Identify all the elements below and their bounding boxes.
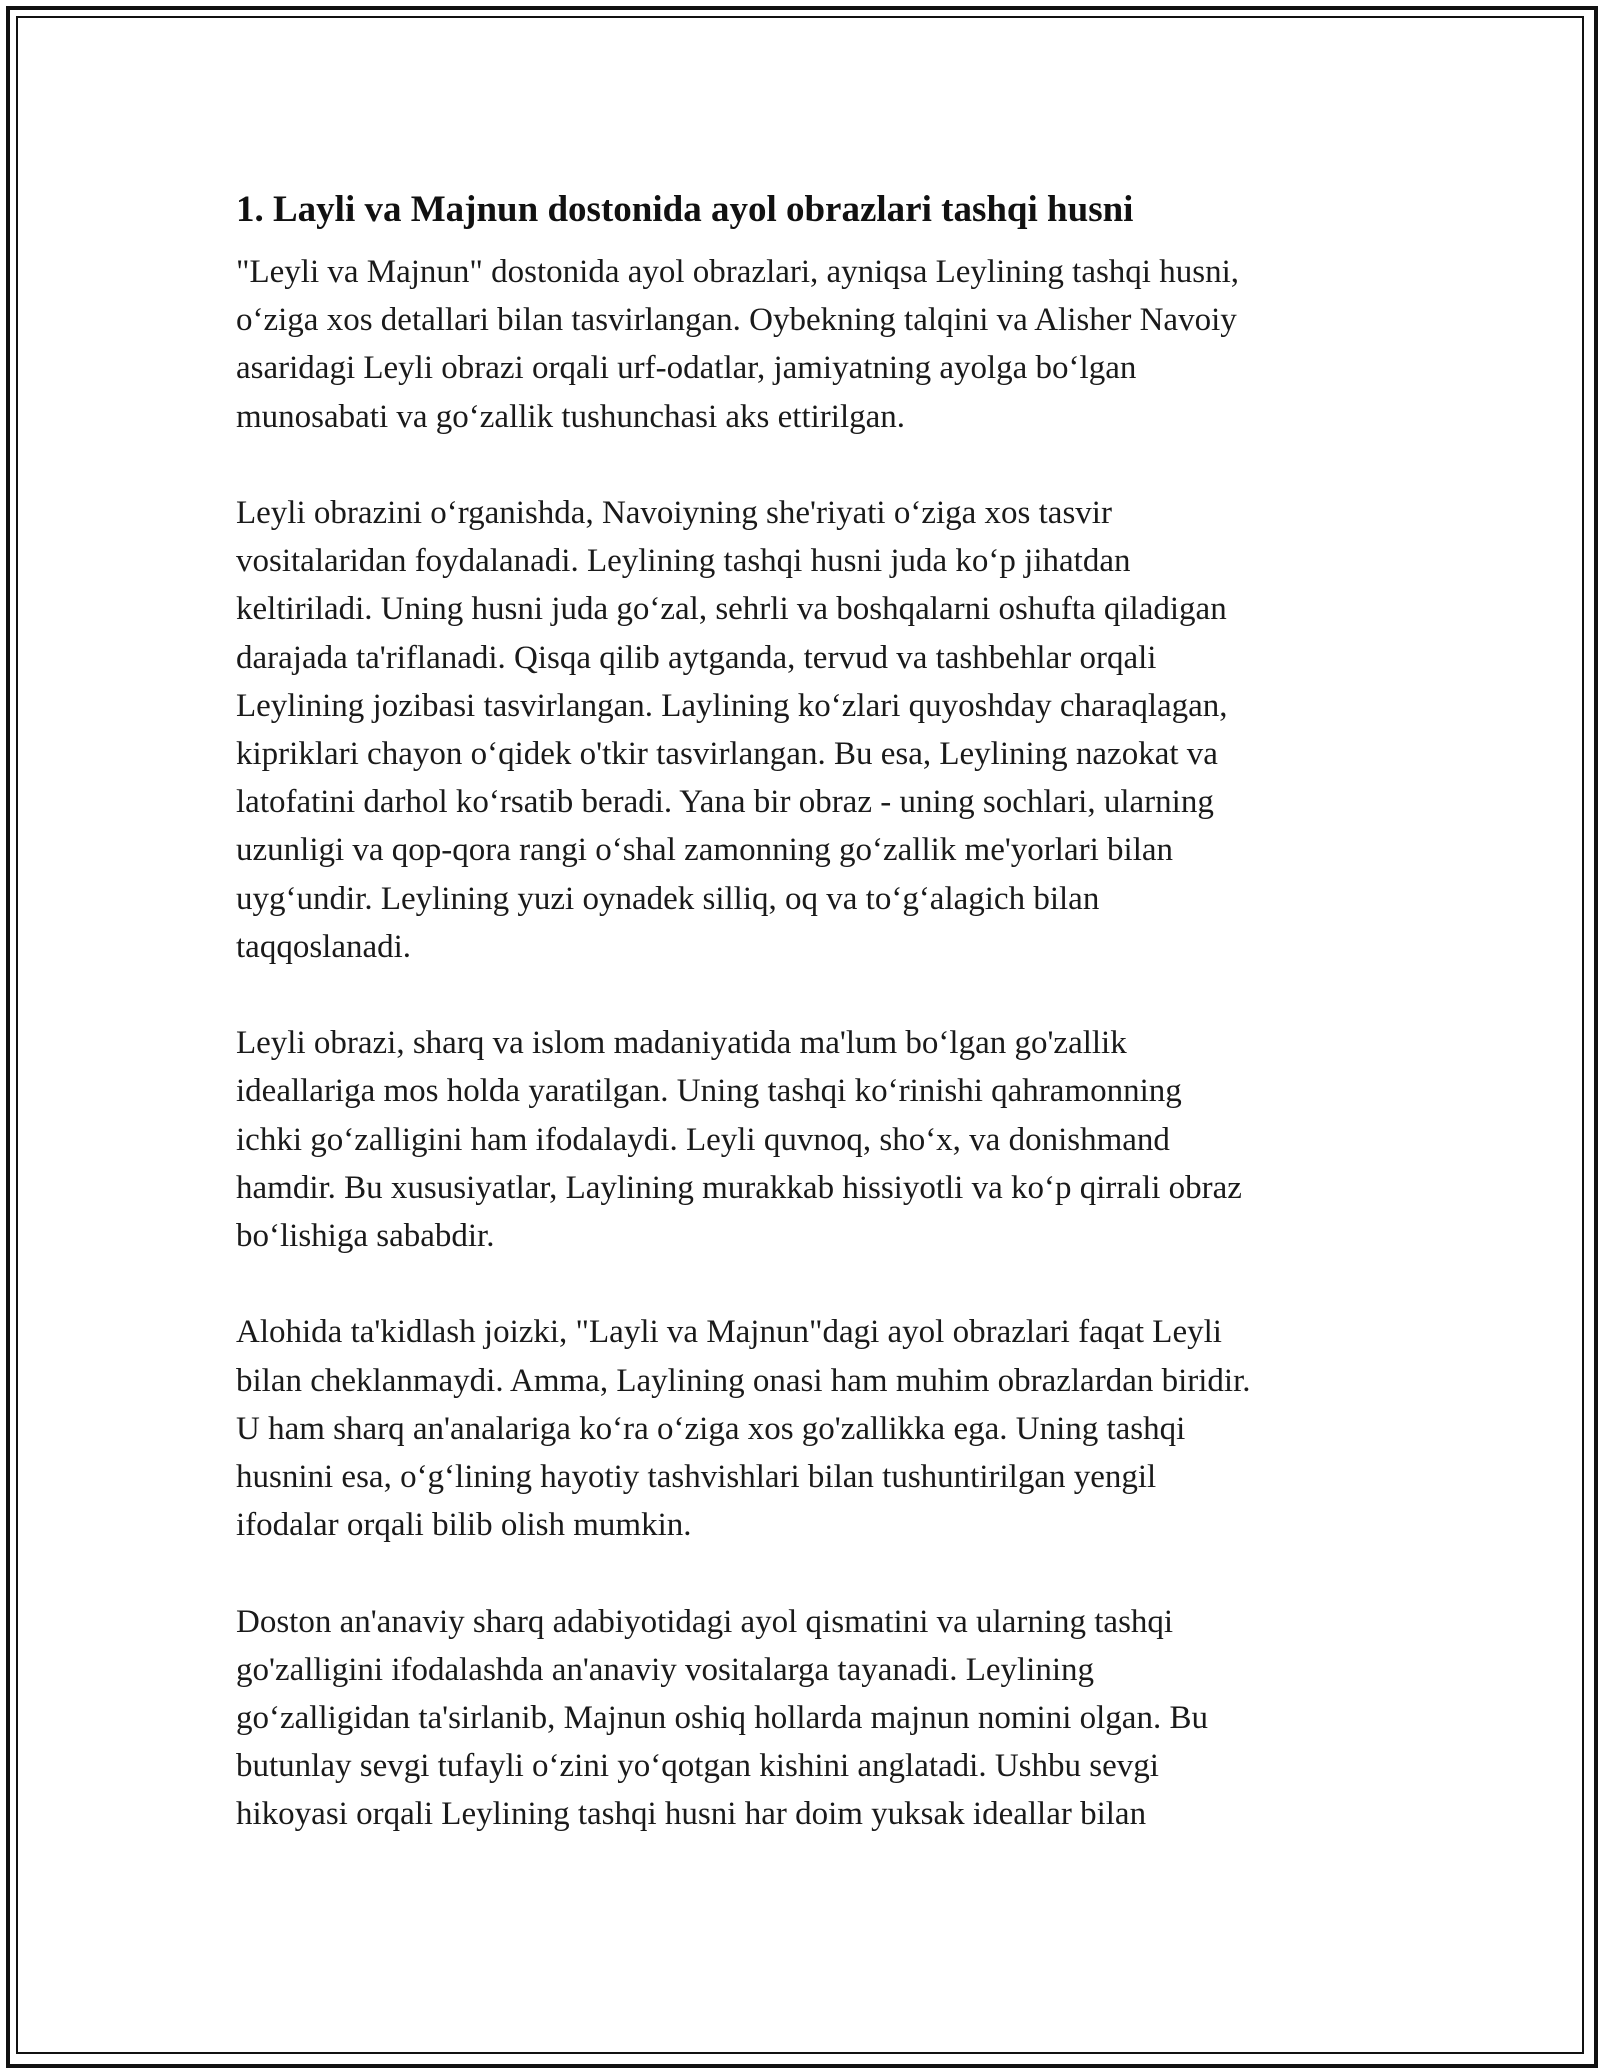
text-line: hamdir. Bu xususiyatlar, Laylining murakkab hissiyotli va ko‘p qirrali obraz bbox=[236, 1169, 1242, 1206]
text-line: go‘zalligidan ta'sirlanib, Majnun oshiq hollarda majnun nomini olgan. Bu bbox=[236, 1700, 1208, 1737]
text-line: bilan cheklanmaydi. Amma, Laylining onasi ham muhim obrazlardan biridir. bbox=[236, 1362, 1251, 1399]
document-body bbox=[236, 186, 1376, 1887]
text-line: latofatini darhol ko‘rsatib beradi. Yana bir obraz - uning sochlari, ularning bbox=[236, 784, 1214, 821]
text-line: U ham sharq an'analariga ko‘ra o‘ziga xos go'zallikka ega. Uning tashqi bbox=[236, 1410, 1186, 1447]
paragraph-3 bbox=[236, 1019, 1376, 1260]
text-line: Doston an'anaviy sharq adabiyotidagi ayol qismatini va ularning tashqi bbox=[236, 1603, 1174, 1640]
text-line: Alohida ta'kidlash joizki, "Layli va Majnun"dagi ayol obrazlari faqat Leyli bbox=[236, 1314, 1222, 1351]
text-line: munosabati va go‘zallik tushunchasi aks ettirilgan. bbox=[236, 398, 906, 435]
text-line: vositalaridan foydalanadi. Leylining tashqi husni juda ko‘p jihatdan bbox=[236, 543, 1131, 580]
text-line: go'zalligini ifodalashda an'anaviy vositalarga tayanadi. Leylining bbox=[236, 1651, 1095, 1688]
text-line: keltiriladi. Uning husni juda go‘zal, sehrli va boshqalarni oshufta qiladigan bbox=[236, 591, 1227, 628]
text-line: husnini esa, o‘g‘lining hayotiy tashvishlari bilan tushuntirilgan yengil bbox=[236, 1459, 1157, 1496]
text-line: asaridagi Leyli obrazi orqali urf-odatlar, jamiyatning ayolga bo‘lgan bbox=[236, 350, 1137, 387]
text-line: "Leyli va Majnun" dostonida ayol obrazlari, ayniqsa Leylining tashqi husni, bbox=[236, 254, 1239, 290]
section-heading: 1. Layli va Majnun dostonida ayol obrazlari tashqi husni bbox=[236, 189, 1134, 230]
text-line: hikoyasi orqali Leylining tashqi husni har doim yuksak ideallar bilan bbox=[236, 1796, 1147, 1833]
paragraph-4 bbox=[236, 1308, 1376, 1549]
text-line: Leyli obrazi, sharq va islom madaniyatida ma'lum bo‘lgan go'zallik bbox=[236, 1025, 1127, 1062]
text-line: ifodalar orqali bilib olish mumkin. bbox=[236, 1507, 692, 1544]
text-line: uyg‘undir. Leylining yuzi oynadek silliq, oq va to‘g‘alagich bilan bbox=[236, 880, 1100, 917]
text-line: darajada ta'riflanadi. Qisqa qilib aytganda, tervud va tashbehlar orqali bbox=[236, 639, 1157, 676]
text-line: kipriklari chayon o‘qidek o'tkir tasvirlangan. Bu esa, Leylining nazokat va bbox=[236, 736, 1218, 773]
text-line: o‘ziga xos detallari bilan tasvirlangan. Oybekning talqini va Alisher Navoiy bbox=[236, 302, 1237, 339]
paragraph-5 bbox=[236, 1598, 1376, 1839]
paragraph-1 bbox=[236, 248, 1376, 441]
text-line: Leyli obrazini o‘rganishda, Navoiyning she'riyati o‘ziga xos tasvir bbox=[236, 495, 1112, 531]
text-line: ideallariga mos holda yaratilgan. Uning tashqi ko‘rinishi qahramonning bbox=[236, 1073, 1182, 1110]
paragraph-2 bbox=[236, 489, 1376, 971]
text-line: bo‘lishiga sababdir. bbox=[236, 1218, 495, 1255]
text-line: uzunligi va qop-qora rangi o‘shal zamonning go‘zallik me'yorlari bilan bbox=[236, 832, 1174, 869]
text-line: Leylining jozibasi tasvirlangan. Laylining ko‘zlari quyoshday charaqlagan, bbox=[236, 687, 1228, 724]
text-line: butunlay sevgi tufayli o‘zini yo‘qotgan kishini anglatadi. Ushbu sevgi bbox=[236, 1748, 1159, 1785]
text-line: ichki go‘zalligini ham ifodalaydi. Leyli quvnoq, sho‘x, va donishmand bbox=[236, 1121, 1170, 1158]
text-line: taqqoslanadi. bbox=[236, 928, 412, 965]
